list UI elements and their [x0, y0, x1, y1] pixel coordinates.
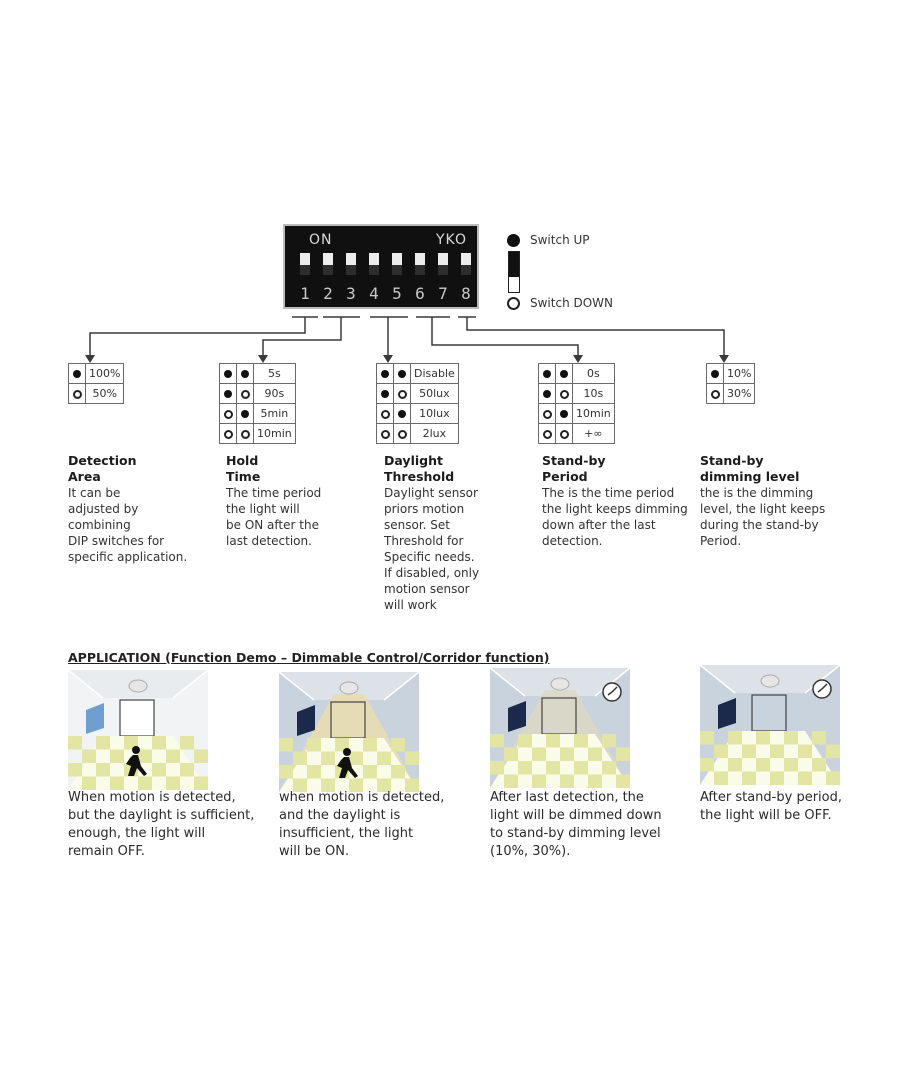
switch-up-dot-icon [73, 370, 81, 378]
switch-down-ring-icon [711, 390, 720, 399]
group-body-line: last detection. [226, 534, 312, 548]
scene-caption-4: After stand-by period, the light will be OFF. [700, 790, 842, 823]
switch-down-ring-icon [543, 410, 552, 419]
switch-state-cell [539, 384, 556, 404]
group-title-line: Stand-by [700, 453, 764, 468]
group-title-line: Hold [226, 453, 259, 468]
switch-up-dot-icon [560, 410, 568, 418]
clock-icon [813, 680, 831, 698]
switch-up-dot-icon [711, 370, 719, 378]
switch-down-ring-icon [507, 297, 520, 310]
group-body-line: down after the last [542, 518, 656, 532]
standby-period-description [542, 453, 688, 549]
group-title-line: dimming level [700, 469, 800, 484]
switch-up-dot-icon [381, 390, 389, 398]
switch-down-ring-icon [560, 430, 569, 439]
option-value: 10min [573, 404, 615, 424]
switch-state-cell [394, 364, 411, 384]
scene-illustration [490, 668, 630, 788]
dip-toggle-4[interactable] [369, 253, 379, 275]
option-row [377, 404, 459, 424]
switch-state-cell [539, 424, 556, 444]
group-body-line: Period. [700, 534, 742, 548]
switch-lever-icon [508, 251, 520, 293]
group-body-line: motion sensor [384, 582, 470, 596]
switch-state-cell [556, 384, 573, 404]
switch-down-ring-icon [224, 430, 233, 439]
dip-number-4: 4 [369, 284, 379, 303]
dip-toggle-5[interactable] [392, 253, 402, 275]
application-heading: APPLICATION (Function Demo – Dimmable Control/Corridor function) [68, 650, 550, 665]
switch-up-dot-icon [241, 370, 249, 378]
switch-up-dot-icon [241, 410, 249, 418]
group-body-line: sensor. Set [384, 518, 450, 532]
option-row [377, 384, 459, 404]
group-title-line: Threshold [384, 469, 455, 484]
switch-down-ring-icon [73, 390, 82, 399]
group-body-line: It can be [68, 486, 121, 500]
option-value: 10lux [411, 404, 459, 424]
group-body-line: will work [384, 598, 437, 612]
switch-state-cell [377, 364, 394, 384]
switch-down-label: Switch DOWN [530, 296, 614, 310]
scene-illustration [279, 672, 419, 792]
option-value: Disable [411, 364, 459, 384]
option-value: 5s [254, 364, 296, 384]
group-title-line: Time [226, 469, 261, 484]
switch-up-dot-icon [507, 234, 520, 247]
group-body-line: the light will [226, 502, 300, 516]
option-value: 50lux [411, 384, 459, 404]
group-body-line: adjusted by [68, 502, 139, 516]
dip-number-6: 6 [415, 284, 425, 303]
switch-up-dot-icon [224, 390, 232, 398]
option-table [219, 363, 296, 444]
dip-toggle-6[interactable] [415, 253, 425, 275]
option-value: 5min [254, 404, 296, 424]
group-body-line: The is the time period [542, 486, 675, 500]
switch-state-cell [69, 384, 86, 404]
switch-state-cell [377, 384, 394, 404]
switch-state-cell [220, 364, 237, 384]
switch-state-cell [69, 364, 86, 384]
option-table [376, 363, 459, 444]
group-body-line: Daylight sensor [384, 486, 478, 500]
switch-state-cell [556, 364, 573, 384]
switch-up-dot-icon [560, 370, 568, 378]
dip-toggle-8[interactable] [461, 253, 471, 275]
switch-state-cell [556, 404, 573, 424]
switch-state-cell [556, 424, 573, 444]
option-row [220, 364, 296, 384]
switch-state-cell [220, 404, 237, 424]
option-row [220, 424, 296, 444]
switch-state-cell [377, 404, 394, 424]
dip-number-3: 3 [346, 284, 356, 303]
dip-number-2: 2 [323, 284, 333, 303]
switch-state-cell [220, 384, 237, 404]
switch-up-dot-icon [543, 370, 551, 378]
switch-down-ring-icon [398, 390, 407, 399]
scene-caption-2: when motion is detected, and the daylight is insufficient, the light will be ON. [279, 790, 445, 859]
switch-down-ring-icon [543, 430, 552, 439]
option-value: 90s [254, 384, 296, 404]
dip-toggle-1[interactable] [300, 253, 310, 275]
switch-state-cell [394, 384, 411, 404]
dip-toggle-7[interactable] [438, 253, 448, 275]
option-row [707, 384, 755, 404]
dip-on-label: ON [309, 232, 333, 248]
hold-time-description [226, 453, 321, 549]
option-value: 0s [573, 364, 615, 384]
group-title-line: Detection [68, 453, 137, 468]
switch-state-cell [539, 364, 556, 384]
group-body-line: If disabled, only [384, 566, 480, 580]
switch-down-ring-icon [381, 410, 390, 419]
dip-number-7: 7 [438, 284, 448, 303]
option-row [220, 404, 296, 424]
group-body-line: specific application. [68, 550, 188, 564]
clock-icon [603, 683, 621, 701]
group-title-line: Stand-by [542, 453, 606, 468]
group-title-line: Period [542, 469, 588, 484]
option-row [377, 364, 459, 384]
switch-state-cell [237, 364, 254, 384]
option-row [539, 364, 615, 384]
option-row [377, 424, 459, 444]
switch-state-cell [237, 384, 254, 404]
group-body-line: the light keeps dimming [542, 502, 688, 516]
switch-down-ring-icon [560, 390, 569, 399]
switch-down-ring-icon [224, 410, 233, 419]
switch-state-cell [707, 384, 724, 404]
option-value: 10min [254, 424, 296, 444]
switch-down-ring-icon [241, 390, 250, 399]
switch-down-ring-icon [241, 430, 250, 439]
switch-state-cell [220, 424, 237, 444]
group-body-line: DIP switches for [68, 534, 165, 548]
dip-switch [283, 224, 479, 309]
scene-caption-1: When motion is detected, but the daylight is sufficient, enough, the light will remain OFF. [68, 790, 255, 859]
group-body-line: combining [68, 518, 131, 532]
group-body-line: The time period [226, 486, 322, 500]
option-table [68, 363, 124, 404]
switch-down-ring-icon [398, 430, 407, 439]
option-value: 10s [573, 384, 615, 404]
switch-up-dot-icon [543, 390, 551, 398]
group-title-line: Daylight [384, 453, 443, 468]
scene-illustration [700, 665, 840, 785]
option-row [539, 404, 615, 424]
group-body-line: level, the light keeps [700, 502, 826, 516]
dip-brand-label: YKO [436, 232, 467, 248]
switch-up-dot-icon [398, 410, 406, 418]
option-value: 10% [724, 364, 755, 384]
switch-state-cell [707, 364, 724, 384]
switch-state-cell [394, 404, 411, 424]
group-body-line: Threshold for [384, 534, 464, 548]
switch-up-label: Switch UP [530, 233, 590, 247]
group-body-line: during the stand-by [700, 518, 819, 532]
dip-toggle-3[interactable] [346, 253, 356, 275]
standby-dimming-level-description [700, 453, 825, 549]
option-table [538, 363, 615, 444]
option-value: 2lux [411, 424, 459, 444]
group-body-line: detection. [542, 534, 603, 548]
option-row [220, 384, 296, 404]
switch-up-dot-icon [224, 370, 232, 378]
option-value: +∞ [573, 424, 615, 444]
option-value: 100% [86, 364, 124, 384]
option-row [539, 384, 615, 404]
option-table [706, 363, 755, 404]
option-row [539, 424, 615, 444]
switch-state-cell [237, 424, 254, 444]
option-value: 50% [86, 384, 124, 404]
scene-illustration [68, 670, 208, 790]
dip-number-5: 5 [392, 284, 402, 303]
switch-state-cell [394, 424, 411, 444]
scene-caption-3: After last detection, the light will be dimmed down to stand-by dimming level (10%, 30%). [490, 790, 662, 859]
option-value: 30% [724, 384, 755, 404]
dip-number-8: 8 [461, 284, 471, 303]
switch-state-cell [377, 424, 394, 444]
option-row [707, 364, 755, 384]
group-body-line: be ON after the [226, 518, 319, 532]
option-row [69, 384, 124, 404]
switch-up-dot-icon [381, 370, 389, 378]
detection-area-description [68, 453, 187, 565]
daylight-threshold-description [384, 453, 479, 613]
switch-state-cell [539, 404, 556, 424]
dip-number-1: 1 [300, 284, 310, 303]
group-title-line: Area [68, 469, 101, 484]
group-body-line: Specific needs. [384, 550, 475, 564]
dip-toggle-2[interactable] [323, 253, 333, 275]
group-body-line: the is the dimming [700, 486, 814, 500]
switch-down-ring-icon [381, 430, 390, 439]
group-body-line: priors motion [384, 502, 465, 516]
switch-state-cell [237, 404, 254, 424]
switch-up-dot-icon [398, 370, 406, 378]
option-row [69, 364, 124, 384]
